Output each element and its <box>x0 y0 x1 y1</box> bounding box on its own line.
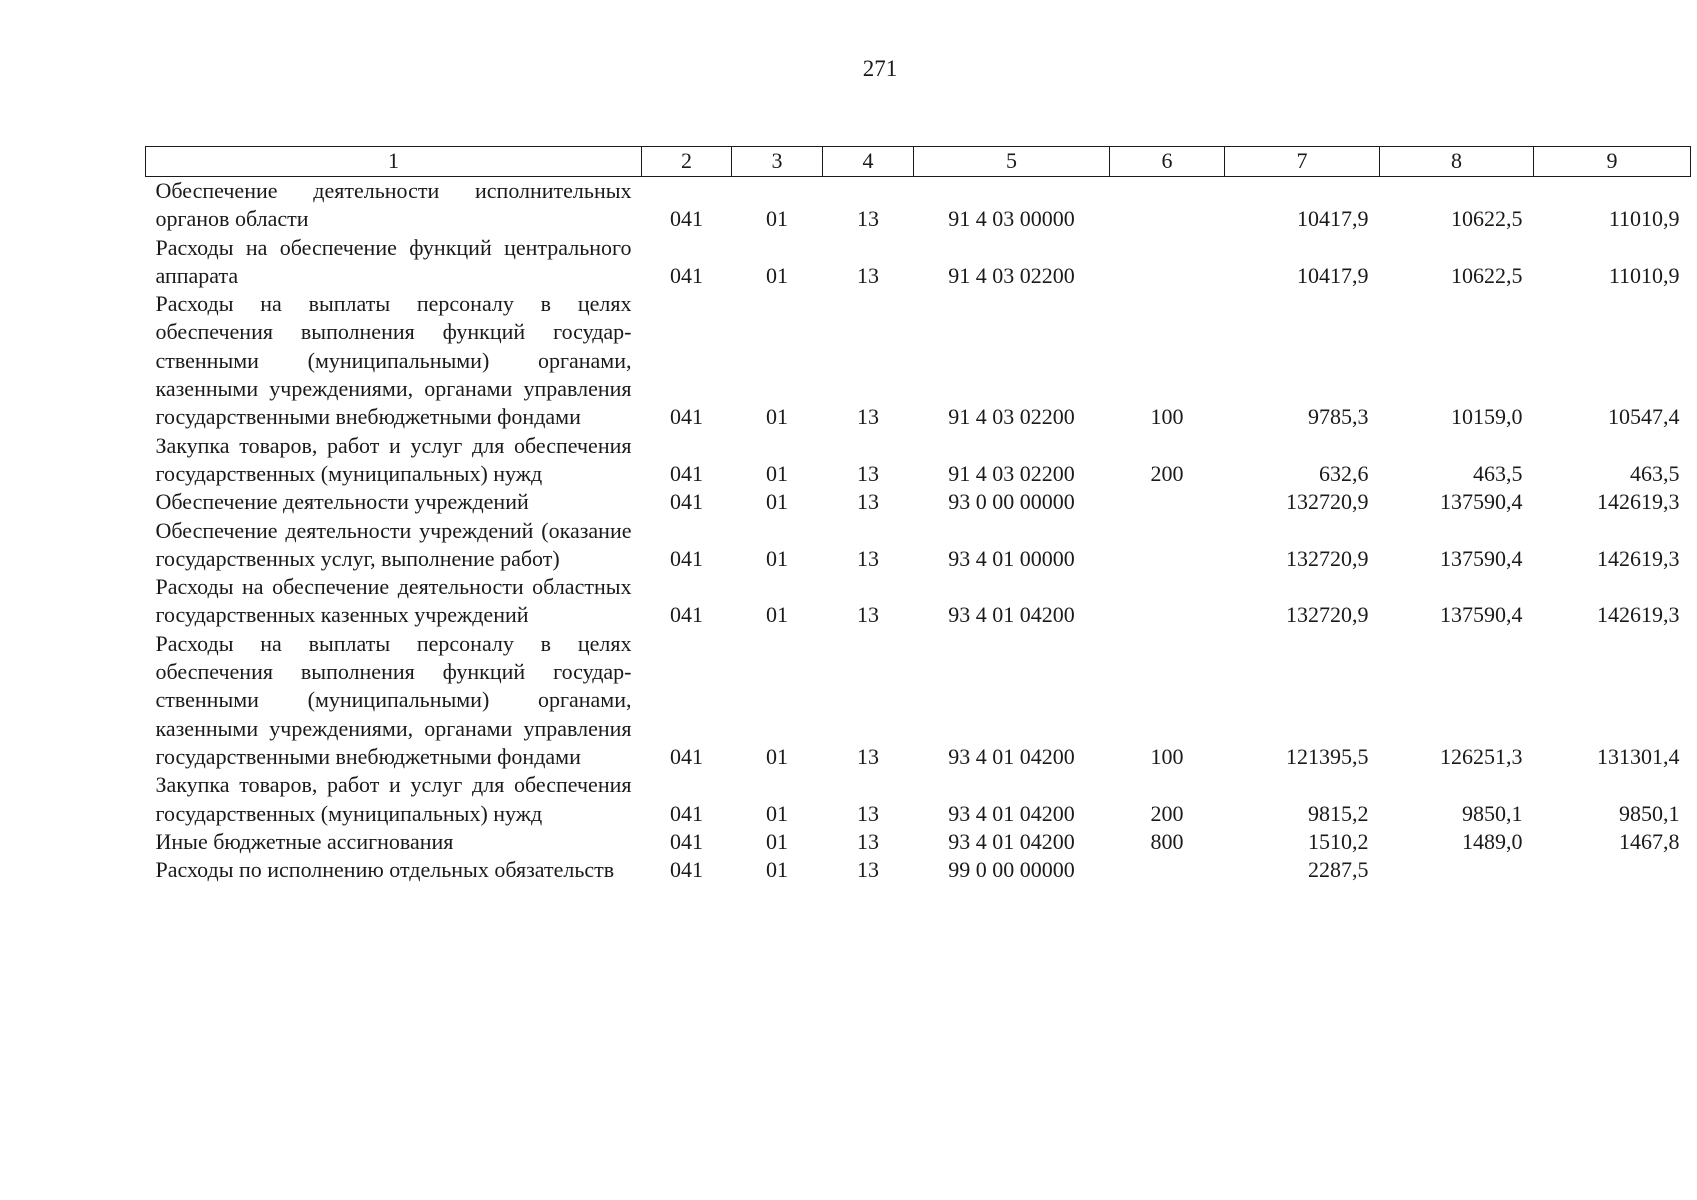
row-col-7-cell: 132720,9 <box>1286 602 1369 628</box>
row-col-3-cell: 01 <box>766 404 788 430</box>
row-col-8-cell: 463,5 <box>1473 460 1523 486</box>
row-col-5-cell: 93 4 01 04200 <box>948 828 1075 854</box>
row-col-5-cell: 93 4 01 00000 <box>948 545 1075 571</box>
row-col-5-cell: 91 4 03 02200 <box>948 404 1075 430</box>
row-col-3-cell: 01 <box>766 743 788 769</box>
row-name-cell: Закупка товаров, работ и услуг для обеспечения государственных (муниципальных) нужд <box>155 772 632 826</box>
row-col-6-cell: 200 <box>1150 460 1184 486</box>
row-col-7-cell: 10417,9 <box>1297 206 1369 232</box>
row-col-3-cell: 01 <box>766 206 788 232</box>
row-col-5-cell: 93 0 00 00000 <box>948 489 1075 515</box>
header-col-9: 9 <box>1534 147 1691 177</box>
row-col-6-cell: 200 <box>1150 800 1184 826</box>
row-name-cell: Иные бюджетные ассигнования <box>155 828 454 854</box>
row-col-4-cell: 13 <box>857 857 879 883</box>
row-name-cell: Закупка товаров, работ и услуг для обеспечения государственных (муниципальных) нужд <box>155 432 632 486</box>
table-row <box>146 630 1691 771</box>
row-col-8-cell: 10159,0 <box>1451 404 1523 430</box>
table-row <box>146 517 1691 574</box>
row-col-2-cell: 041 <box>670 545 703 571</box>
row-col-8-cell: 126251,3 <box>1440 743 1523 769</box>
row-col-3-cell: 01 <box>766 489 788 515</box>
row-col-4-cell: 13 <box>857 206 879 232</box>
row-col-3-cell: 01 <box>766 800 788 826</box>
row-col-3-cell: 01 <box>766 460 788 486</box>
row-col-5-cell: 93 4 01 04200 <box>948 800 1075 826</box>
table-row <box>146 488 1691 516</box>
row-name-cell: Расходы на выплаты персоналу в целях обеспечения выполнения функций государственными (муниципальными) органами, казенными учреждениями, органами управления государственными внебюджетными фондами <box>155 291 632 430</box>
row-col-8-cell: 137590,4 <box>1440 489 1523 515</box>
row-col-6-cell: 800 <box>1150 828 1184 854</box>
row-col-6-cell <box>1110 488 1225 516</box>
header-col-3: 3 <box>732 147 823 177</box>
table-row <box>146 828 1691 856</box>
page-number: 271 <box>862 56 898 81</box>
row-col-5-cell: 91 4 03 02200 <box>948 262 1075 288</box>
row-col-7-cell: 132720,9 <box>1286 489 1369 515</box>
row-col-9-cell: 463,5 <box>1630 460 1680 486</box>
header-col-2: 2 <box>642 147 732 177</box>
row-col-4-cell: 13 <box>857 404 879 430</box>
row-col-9-cell: 1467,8 <box>1619 828 1680 854</box>
row-col-3-cell: 01 <box>766 857 788 883</box>
row-col-8-cell <box>1380 856 1534 884</box>
row-col-5-cell: 99 0 00 00000 <box>948 857 1075 883</box>
row-col-4-cell: 13 <box>857 743 879 769</box>
row-col-7-cell: 632,6 <box>1319 460 1369 486</box>
row-col-7-cell: 9785,3 <box>1308 404 1369 430</box>
row-col-6-cell: 100 <box>1150 404 1184 430</box>
row-col-2-cell: 041 <box>670 460 703 486</box>
row-col-5-cell: 93 4 01 04200 <box>948 743 1075 769</box>
row-col-2-cell: 041 <box>670 828 703 854</box>
table-body <box>146 177 1691 885</box>
row-col-9-cell: 11010,9 <box>1608 262 1680 288</box>
row-col-5-cell: 91 4 03 02200 <box>948 460 1075 486</box>
row-name-cell: Расходы по исполнению отдельных обязательств <box>155 857 615 883</box>
header-col-7: 7 <box>1225 147 1380 177</box>
row-col-2-cell: 041 <box>670 206 703 232</box>
row-col-2-cell: 041 <box>670 857 703 883</box>
row-name-cell: Обеспечение деятельности учреждений <box>155 489 529 515</box>
row-col-6-cell <box>1110 177 1225 234</box>
row-col-7-cell: 2287,5 <box>1308 857 1369 883</box>
table-row <box>146 573 1691 630</box>
row-col-2-cell: 041 <box>670 800 703 826</box>
row-col-9-cell: 10547,4 <box>1608 404 1680 430</box>
row-col-2-cell: 041 <box>670 404 703 430</box>
row-col-9-cell: 131301,4 <box>1597 743 1680 769</box>
row-col-8-cell: 1489,0 <box>1462 828 1523 854</box>
table-row <box>146 290 1691 431</box>
row-col-8-cell: 137590,4 <box>1440 545 1523 571</box>
row-col-2-cell: 041 <box>670 602 703 628</box>
row-name-cell: Расходы на обеспечение функций центрального аппарата <box>155 234 632 288</box>
row-col-8-cell: 10622,5 <box>1451 206 1523 232</box>
row-col-9-cell: 142619,3 <box>1597 602 1680 628</box>
row-col-4-cell: 13 <box>857 545 879 571</box>
row-col-2-cell: 041 <box>670 262 703 288</box>
row-col-4-cell: 13 <box>857 460 879 486</box>
row-col-5-cell: 91 4 03 00000 <box>948 206 1075 232</box>
row-col-7-cell: 121395,5 <box>1286 743 1369 769</box>
row-col-7-cell: 1510,2 <box>1308 828 1369 854</box>
row-name-cell: Обеспечение деятельности учреждений (оказание государственных услуг, выполнение работ) <box>155 517 632 571</box>
row-col-6-cell <box>1110 517 1225 574</box>
row-col-4-cell: 13 <box>857 489 879 515</box>
header-col-1: 1 <box>146 147 642 177</box>
row-col-4-cell: 13 <box>857 828 879 854</box>
row-col-6-cell: 100 <box>1150 743 1184 769</box>
row-col-2-cell: 041 <box>670 743 703 769</box>
header-row <box>146 147 1691 177</box>
row-col-9-cell: 11010,9 <box>1608 206 1680 232</box>
row-col-7-cell: 9815,2 <box>1308 800 1369 826</box>
row-col-8-cell: 9850,1 <box>1462 800 1523 826</box>
row-col-9-cell: 142619,3 <box>1597 489 1680 515</box>
row-col-9-cell: 142619,3 <box>1597 545 1680 571</box>
row-col-3-cell: 01 <box>766 545 788 571</box>
row-col-3-cell: 01 <box>766 602 788 628</box>
row-col-7-cell: 10417,9 <box>1297 262 1369 288</box>
table-row <box>146 771 1691 828</box>
row-name-cell: Обеспечение деятельности исполнительных органов области <box>155 178 632 232</box>
row-col-4-cell: 13 <box>857 800 879 826</box>
header-col-4: 4 <box>823 147 914 177</box>
header-col-6: 6 <box>1110 147 1225 177</box>
row-col-4-cell: 13 <box>857 262 879 288</box>
row-col-6-cell <box>1110 234 1225 291</box>
row-col-9-cell: 9850,1 <box>1619 800 1680 826</box>
header-col-8: 8 <box>1380 147 1534 177</box>
row-col-6-cell <box>1110 573 1225 630</box>
row-col-3-cell: 01 <box>766 262 788 288</box>
row-col-3-cell: 01 <box>766 828 788 854</box>
table-row <box>146 856 1691 884</box>
table-header <box>146 147 1691 177</box>
row-col-8-cell: 10622,5 <box>1451 262 1523 288</box>
row-col-4-cell: 13 <box>857 602 879 628</box>
budget-table <box>145 146 1691 884</box>
row-col-8-cell: 137590,4 <box>1440 602 1523 628</box>
header-col-5: 5 <box>914 147 1110 177</box>
row-col-2-cell: 041 <box>670 489 703 515</box>
table-row <box>146 234 1691 291</box>
table-row <box>146 177 1691 234</box>
table-row <box>146 432 1691 489</box>
row-name-cell: Расходы на выплаты персоналу в целях обеспечения выполнения функций государственными (муниципальными) органами, казенными учреждениями, органами управления государственными внебюджетными фондами <box>155 630 632 769</box>
row-col-7-cell: 132720,9 <box>1286 545 1369 571</box>
row-col-6-cell <box>1110 856 1225 884</box>
row-name-cell: Расходы на обеспечение деятельности областных государственных казенных учреждений <box>155 574 632 628</box>
row-col-9-cell <box>1534 856 1691 884</box>
row-col-5-cell: 93 4 01 04200 <box>948 602 1075 628</box>
